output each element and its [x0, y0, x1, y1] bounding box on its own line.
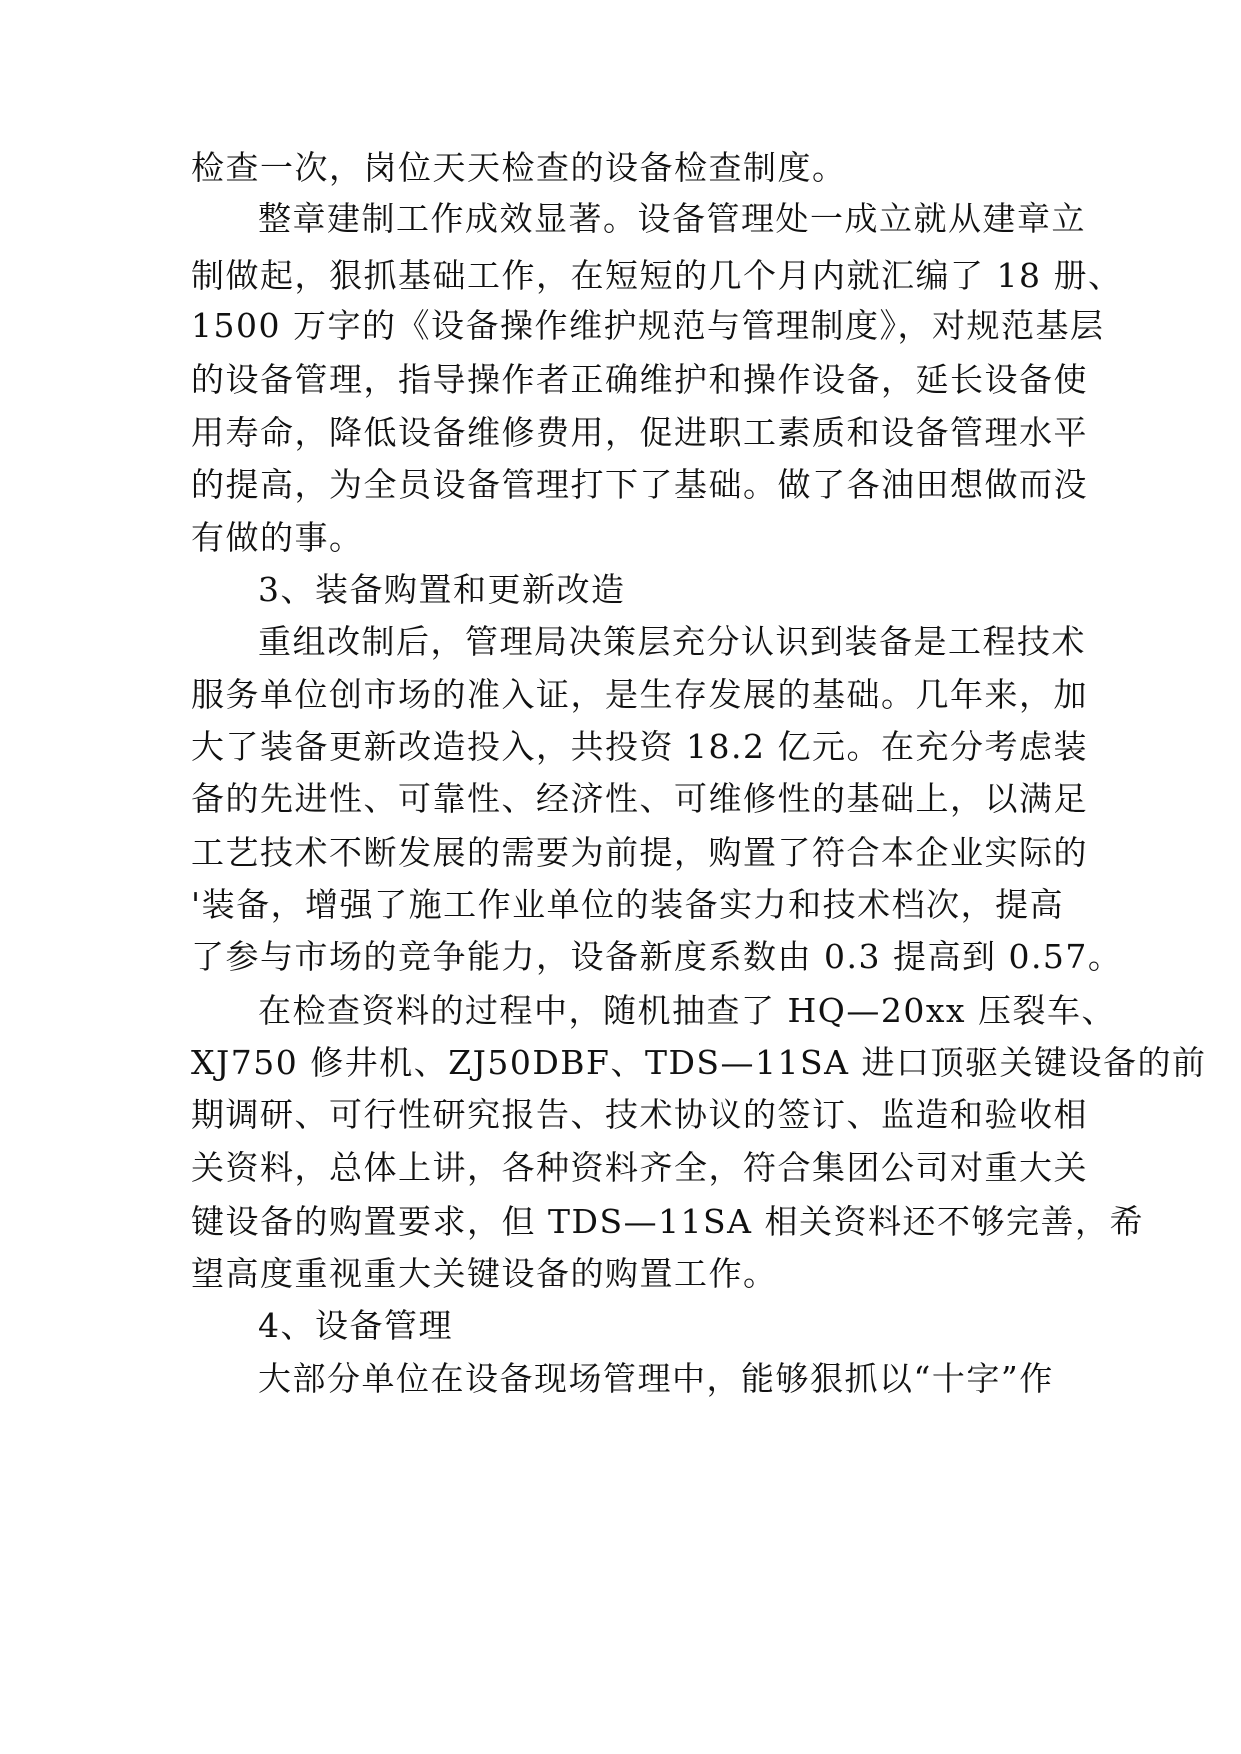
text-line-6: 用寿命，降低设备维修费用，促进职工素质和设备管理水平: [191, 413, 1088, 452]
text-line-8: 有做的事。: [191, 518, 364, 557]
paragraph-first-line: 在检查资料的过程中，随机抽查了 HQ—20xx 压裂车、: [258, 991, 1117, 1030]
text-line-13: 备的先进性、可靠性、经济性、可维修性的基础上，以满足: [191, 779, 1088, 818]
paragraph-first-line: 重组改制后，管理局决策层充分认识到装备是工程技术: [258, 622, 1086, 661]
text-line-18: XJ750 修井机、ZJ50DBF、TDS—11SA 进口顶驱关键设备的前: [191, 1043, 1207, 1082]
text-line-4: 1500 万字的《设备操作维护规范与管理制度》，对规范基层: [191, 306, 1105, 345]
text-line-16: 了参与市场的竞争能力，设备新度系数由 0.3 提高到 0.57。: [191, 937, 1123, 976]
text-line-12: 大了装备更新改造投入，共投资 18.2 亿元。在充分考虑装: [191, 727, 1088, 766]
paragraph-first-line: 大部分单位在设备现场管理中，能够狠抓以“十字”作: [258, 1359, 1054, 1398]
section-heading-4: 4、设备管理: [258, 1306, 453, 1345]
text-line-7: 的提高，为全员设备管理打下了基础。做了各油田想做而没: [191, 465, 1088, 504]
text-line-14: 工艺技术不断发展的需要为前提，购置了符合本企业实际的: [191, 833, 1088, 872]
paragraph-first-line: 整章建制工作成效显著。设备管理处一成立就从建章立: [258, 199, 1086, 238]
text-line-19: 期调研、可行性研究报告、技术协议的签订、监造和验收相: [191, 1095, 1088, 1134]
text-line-5: 的设备管理，指导操作者正确维护和操作设备，延长设备使: [191, 360, 1088, 399]
section-heading-3: 3、装备购置和更新改造: [258, 570, 626, 609]
text-line-11: 服务单位创市场的准入证，是生存发展的基础。几年来，加: [191, 675, 1088, 714]
text-line-21: 键设备的购置要求，但 TDS—11SA 相关资料还不够完善，希: [191, 1202, 1144, 1241]
text-line-3: 制做起，狠抓基础工作，在短短的几个月内就汇编了 18 册、: [191, 256, 1123, 295]
text-line-15: '装备，增强了施工作业单位的装备实力和技术档次，提高: [191, 885, 1065, 924]
text-line-20: 关资料，总体上讲，各种资料齐全，符合集团公司对重大关: [191, 1148, 1088, 1187]
text-line-22: 望高度重视重大关键设备的购置工作。: [191, 1254, 778, 1293]
text-line-1: 检查一次，岗位天天检查的设备检查制度。: [191, 148, 847, 187]
